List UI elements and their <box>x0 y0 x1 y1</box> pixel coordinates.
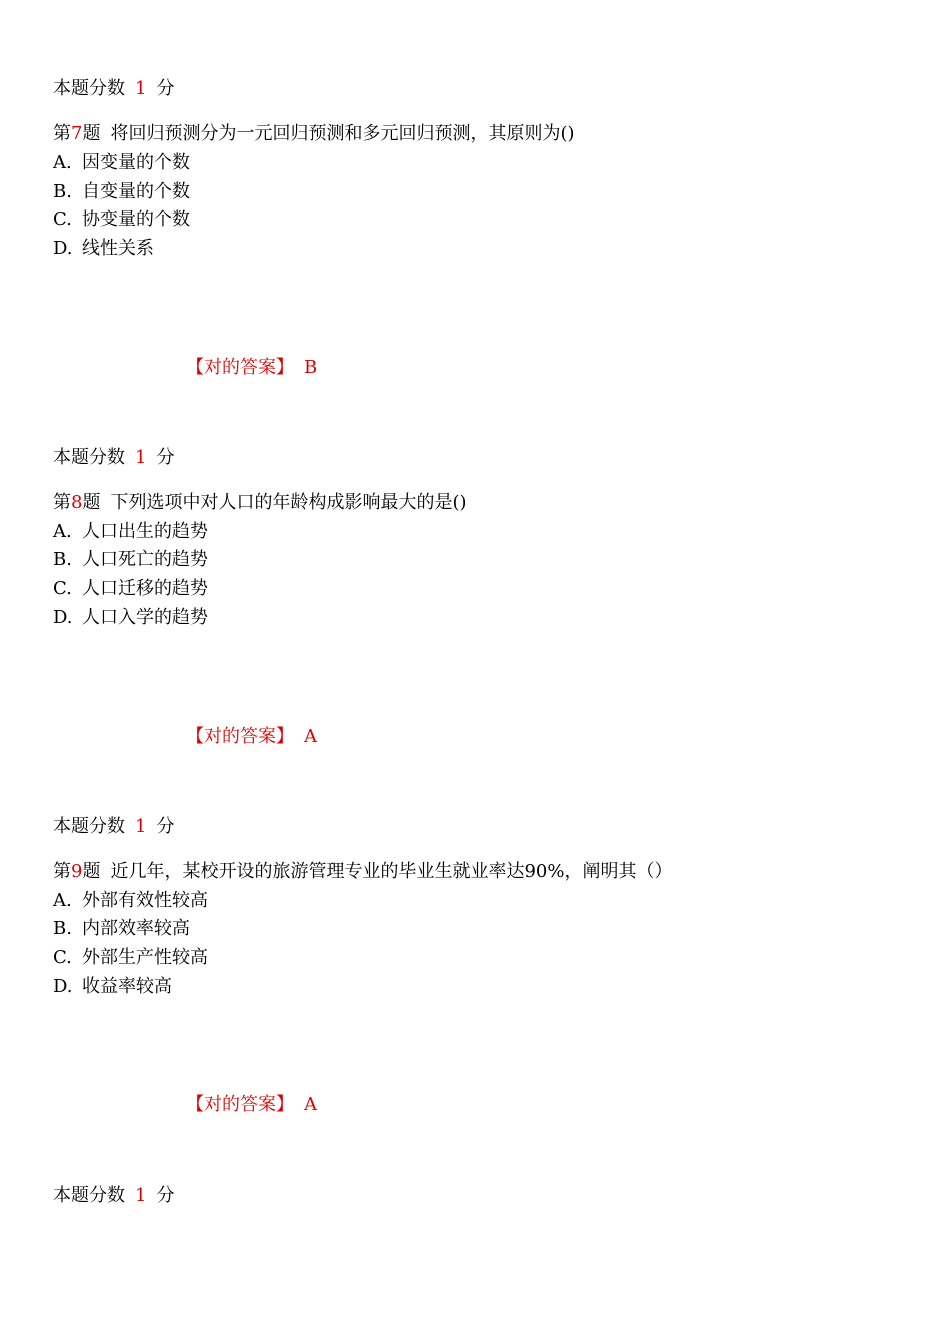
option-text: 人口迁移的趋势 <box>82 578 208 599</box>
question-label-suffix: 题 <box>82 492 101 513</box>
option-text: 收益率较高 <box>82 976 172 997</box>
option-c <box>53 209 190 231</box>
question-label-prefix: 第 <box>53 492 71 513</box>
option-b <box>53 549 208 571</box>
question-text: 下列选项中对人口的年龄构成影响最大的是() <box>110 492 467 513</box>
answer-value: A <box>304 726 317 747</box>
option-text: 人口入学的趋势 <box>82 607 208 628</box>
score-value: 1 <box>135 1185 147 1206</box>
question-text: 近几年，某校开设的旅游管理专业的毕业生就业率达90%，阐明其（） <box>110 861 673 882</box>
option-letter: B. <box>53 918 72 939</box>
option-text: 协变量的个数 <box>82 209 190 230</box>
option-letter: C. <box>53 947 72 968</box>
answer-label: 【对的答案】 <box>186 726 294 747</box>
question-stem <box>53 123 575 145</box>
question-label-prefix: 第 <box>53 861 71 882</box>
option-a <box>53 152 190 174</box>
question-number: 8 <box>71 492 83 513</box>
option-d <box>53 976 172 998</box>
option-text: 外部生产性较高 <box>82 947 208 968</box>
option-a <box>53 890 208 912</box>
score-line <box>53 447 174 469</box>
score-suffix: 分 <box>156 816 175 837</box>
option-letter: D. <box>53 607 73 628</box>
score-prefix: 本题分数 <box>53 78 125 99</box>
option-text: 人口死亡的趋势 <box>82 549 208 570</box>
option-c <box>53 947 208 969</box>
option-b <box>53 918 190 940</box>
option-text: 线性关系 <box>82 238 154 259</box>
option-letter: A. <box>53 521 72 542</box>
score-prefix: 本题分数 <box>53 1185 125 1206</box>
option-text: 外部有效性较高 <box>82 890 208 911</box>
score-value: 1 <box>135 816 147 837</box>
correct-answer <box>186 726 317 748</box>
score-value: 1 <box>135 78 147 99</box>
score-prefix: 本题分数 <box>53 447 125 468</box>
option-d <box>53 238 154 260</box>
option-letter: A. <box>53 152 72 173</box>
score-value: 1 <box>135 447 147 468</box>
question-number: 7 <box>71 123 83 144</box>
answer-label: 【对的答案】 <box>186 357 294 378</box>
option-text: 内部效率较高 <box>82 918 190 939</box>
option-text: 因变量的个数 <box>82 152 190 173</box>
answer-label: 【对的答案】 <box>186 1094 294 1115</box>
question-text: 将回归预测分为一元回归预测和多元回归预测，其原则为() <box>110 123 575 144</box>
question-stem <box>53 861 672 883</box>
option-letter: A. <box>53 890 72 911</box>
answer-value: A <box>304 1094 317 1115</box>
score-suffix: 分 <box>156 78 175 99</box>
option-text: 人口出生的趋势 <box>82 521 208 542</box>
option-letter: C. <box>53 578 72 599</box>
score-suffix: 分 <box>156 447 175 468</box>
option-text: 自变量的个数 <box>82 181 190 202</box>
option-letter: D. <box>53 238 73 259</box>
answer-value: B <box>304 357 318 378</box>
option-a <box>53 521 208 543</box>
option-letter: B. <box>53 181 72 202</box>
score-prefix: 本题分数 <box>53 816 125 837</box>
option-d <box>53 607 208 629</box>
question-label-suffix: 题 <box>82 861 101 882</box>
question-number: 9 <box>71 861 83 882</box>
score-line <box>53 816 174 838</box>
option-b <box>53 181 190 203</box>
option-letter: D. <box>53 976 73 997</box>
option-letter: C. <box>53 209 72 230</box>
correct-answer <box>186 357 317 379</box>
question-label-suffix: 题 <box>82 123 101 144</box>
question-stem <box>53 492 467 514</box>
option-c <box>53 578 208 600</box>
correct-answer <box>186 1094 317 1116</box>
score-line <box>53 78 174 100</box>
score-suffix: 分 <box>156 1185 175 1206</box>
option-letter: B. <box>53 549 72 570</box>
score-line <box>53 1185 174 1207</box>
question-label-prefix: 第 <box>53 123 71 144</box>
